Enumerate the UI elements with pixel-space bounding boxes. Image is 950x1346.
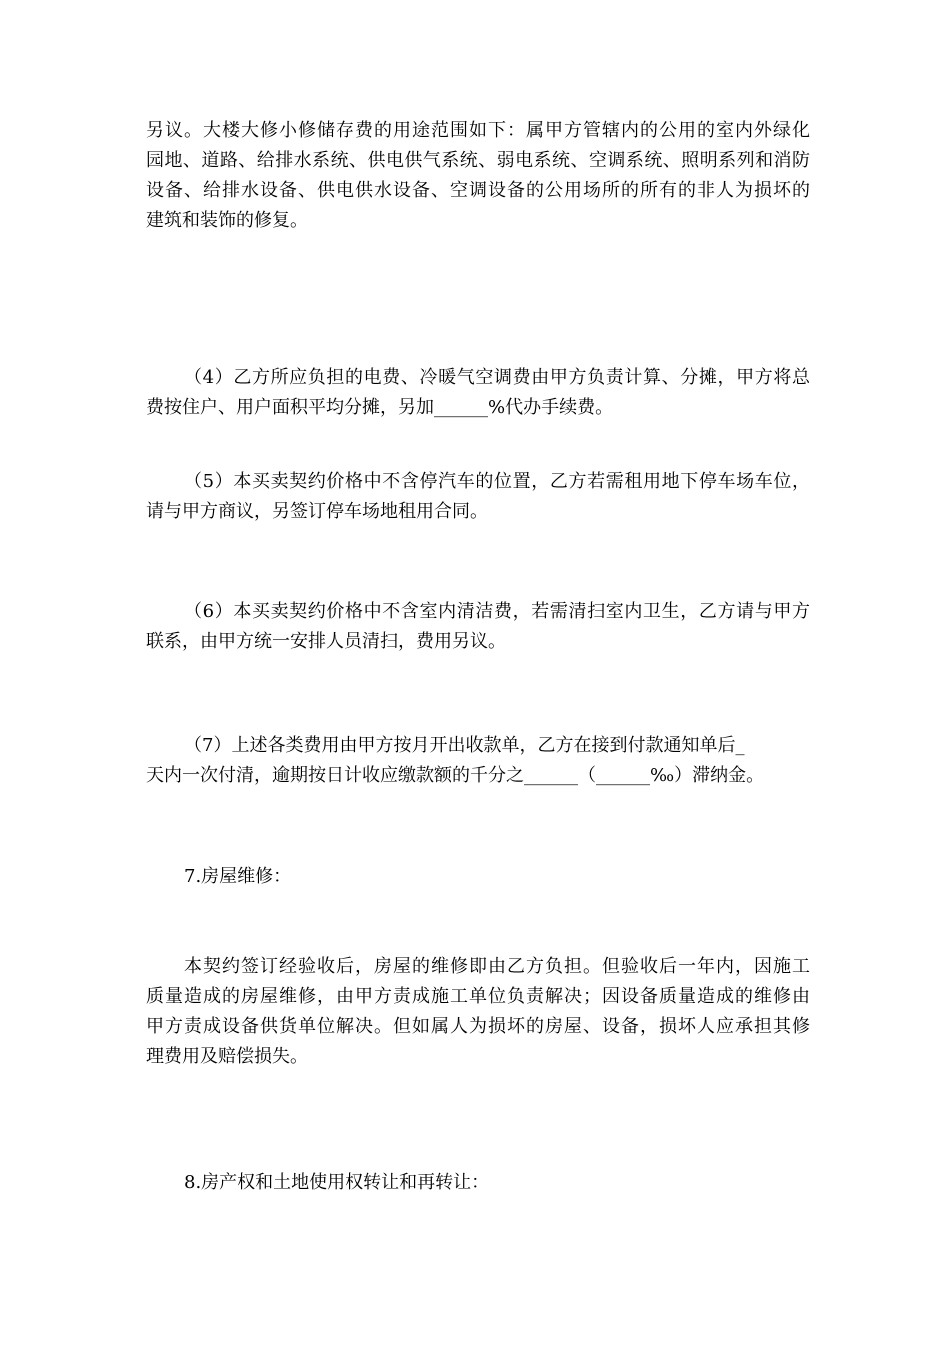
text-line: 甲方责成设备供货单位解决。但如属人为损坏的房屋、设备，损坏人应承担其修	[146, 1016, 810, 1037]
text-line: 设备、给排水设备、供电供水设备、空调设备的公用场所的所有的非人为损坏的	[146, 180, 810, 201]
item-7-paragraph	[146, 731, 810, 791]
heading-text: 7.房屋维修：	[184, 866, 292, 887]
text-line: （5）本买卖契约价格中不含停汽车的位置，乙方若需租用地下停车场车位，	[184, 471, 810, 492]
text-line: 园地、道路、给排水系统、供电供气系统、弱电系统、空调系统、照明系列和消防	[146, 150, 810, 171]
item-5-paragraph	[146, 467, 810, 527]
section-8-heading	[146, 1168, 810, 1198]
text-line: 理费用及赔偿损失。	[146, 1046, 308, 1067]
text-line: （7）上述各类费用由甲方按月开出收款单，乙方在接到付款通知单后_	[184, 735, 745, 756]
text-line: 联系，由甲方统一安排人员清扫，费用另议。	[146, 631, 506, 652]
heading-text: 8.房产权和土地使用权转让和再转让：	[184, 1172, 490, 1193]
text-line: 质量造成的房屋维修，由甲方责成施工单位负责解决；因设备质量造成的维修由	[146, 986, 810, 1007]
text-line: 本契约签订经验收后，房屋的维修即由乙方负担。但验收后一年内，因施工	[184, 956, 810, 977]
text-line: （6）本买卖契约价格中不含室内清洁费，若需清扫室内卫生，乙方请与甲方	[184, 601, 810, 622]
item-6-paragraph	[146, 597, 810, 657]
text-line: 另议。大楼大修小修储存费的用途范围如下：属甲方管辖内的公用的室内外绿化	[146, 120, 810, 141]
item-4-paragraph	[146, 363, 810, 423]
text-line: 建筑和装饰的修复。	[146, 210, 308, 231]
storage-fee-paragraph	[146, 116, 810, 236]
text-line: 请与甲方商议，另签订停车场地租用合同。	[146, 501, 488, 522]
text-line: 天内一次付清，逾期按日计收应缴款额的千分之______（______‰）滞纳金。	[146, 765, 765, 786]
text-line: （4）乙方所应负担的电费、冷暖气空调费由甲方负责计算、分摊，甲方将总	[184, 367, 810, 388]
text-line: 费按住户、用户面积平均分摊，另加______%代办手续费。	[146, 397, 614, 418]
section-7-heading	[146, 862, 810, 892]
maintenance-paragraph	[146, 952, 810, 1072]
